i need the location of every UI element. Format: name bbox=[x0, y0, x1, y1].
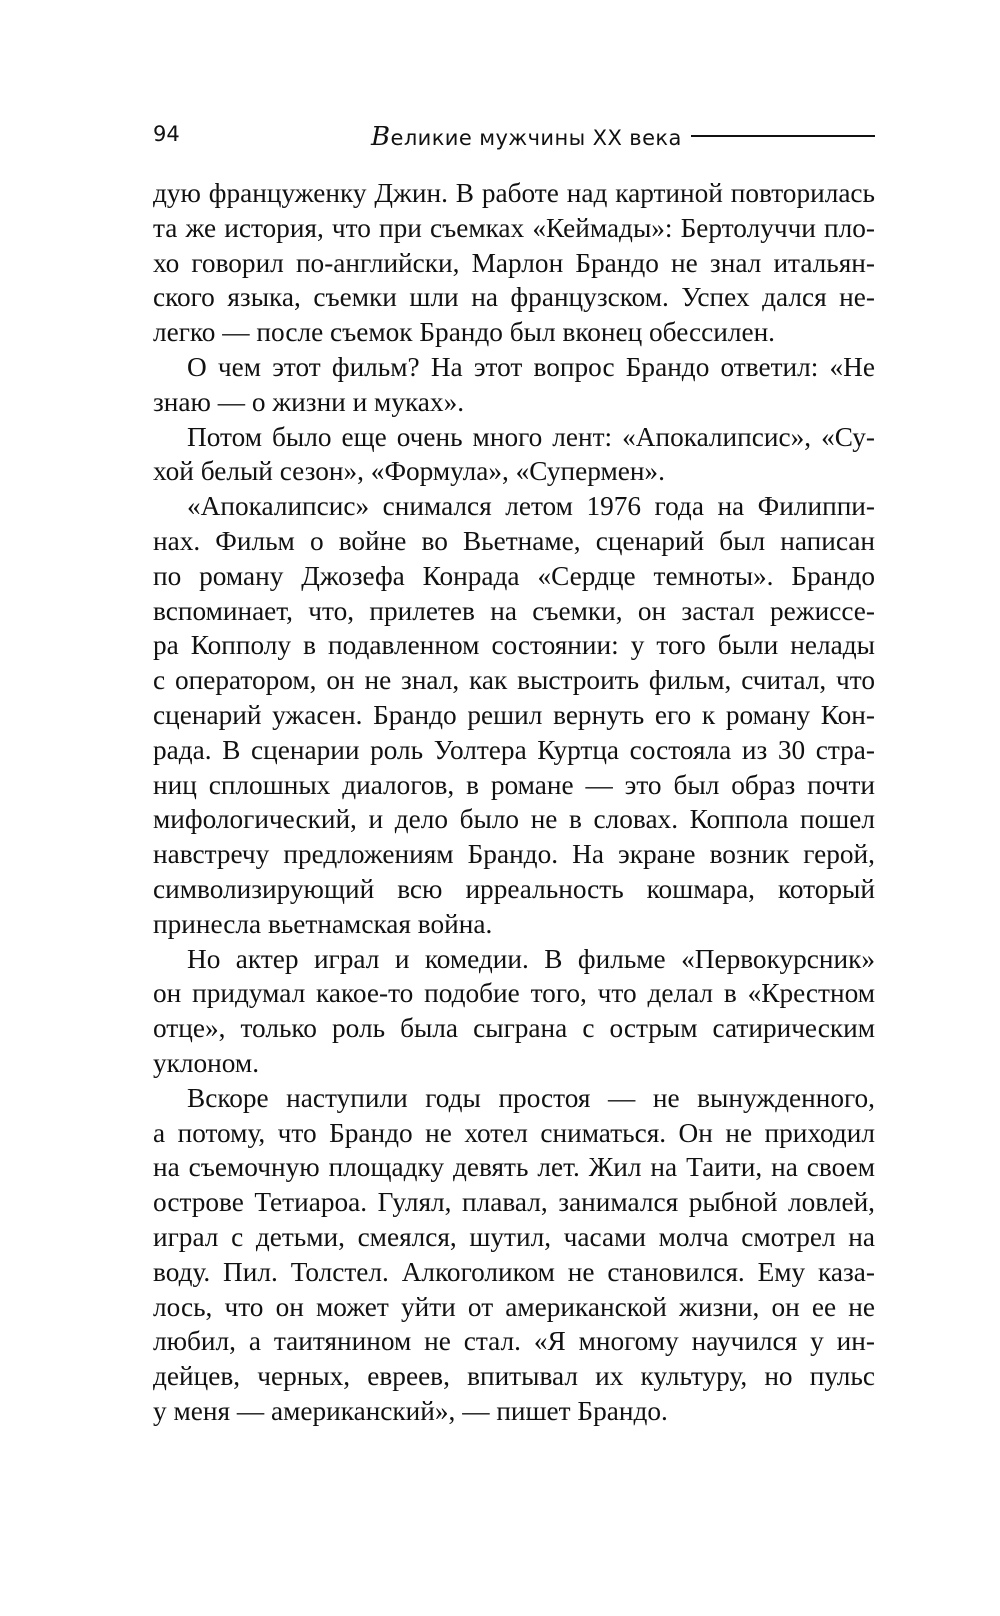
text-line: ского языка, съемки шли на французском. Успех дался не- bbox=[153, 282, 875, 313]
page-number: 94 bbox=[153, 122, 180, 146]
text-line: знаю — о жизни и муках». bbox=[153, 386, 465, 417]
paragraph bbox=[153, 1081, 875, 1429]
text-line: острове Тетиароа. Гулял, плавал, занимался рыбной ловлей, bbox=[153, 1187, 875, 1218]
text-line: нах. Фильм о войне во Вьетнаме, сценарий был написан bbox=[153, 525, 875, 556]
text-line: вспоминает, что, прилетев на съемки, он застал режиссе- bbox=[153, 595, 875, 626]
text-line: отце», только роль была сыграна с острым сатирическим bbox=[153, 1013, 875, 1044]
running-title-text: еликие мужчины XX века bbox=[390, 126, 682, 150]
paragraph bbox=[153, 350, 875, 420]
running-title bbox=[371, 122, 682, 152]
running-header bbox=[153, 118, 875, 154]
running-title-initial: В bbox=[371, 122, 391, 152]
text-line: он придумал какое-то подобие того, что делал в «Крестном bbox=[153, 978, 875, 1009]
text-line: хой белый сезон», «Формула», «Супермен». bbox=[153, 456, 665, 487]
text-line: хо говорил по-английски, Марлон Брандо не знал итальян- bbox=[153, 247, 875, 278]
paragraph bbox=[153, 489, 875, 941]
text-line: дейцев, черных, евреев, впитывал их культуру, но пульс bbox=[153, 1361, 875, 1392]
text-line: Вскоре наступили годы простоя — не вынужденного, bbox=[187, 1082, 875, 1113]
text-line: мифологический, и дело было не в словах. Коппола пошел bbox=[153, 804, 875, 835]
text-line: принесла вьетнамская война. bbox=[153, 908, 493, 939]
text-line: ниц сплошных диалогов, в романе — это был образ почти bbox=[153, 769, 875, 800]
text-line: ра Копполу в подавленном состоянии: у того были нелады bbox=[153, 630, 875, 661]
paragraph bbox=[153, 176, 875, 350]
text-line: с оператором, он не знал, как выстроить фильм, считал, что bbox=[153, 665, 875, 696]
text-line: у меня — американский», — пишет Брандо. bbox=[153, 1395, 668, 1426]
header-rule bbox=[691, 135, 875, 137]
text-line: сценарий ужасен. Брандо решил вернуть его к роману Кон- bbox=[153, 699, 875, 730]
text-line: О чем этот фильм? На этот вопрос Брандо ответил: «Не bbox=[187, 351, 875, 382]
text-line: лось, что он может уйти от американской жизни, он ее не bbox=[153, 1291, 875, 1322]
paragraph bbox=[153, 942, 875, 1081]
paragraph bbox=[153, 420, 875, 490]
text-line: Но актер играл и комедии. В фильме «Первокурсник» bbox=[187, 943, 875, 974]
text-line: а потому, что Брандо не хотел сниматься. Он не приходил bbox=[153, 1117, 875, 1148]
text-line: по роману Джозефа Конрада «Сердце темноты». Брандо bbox=[153, 560, 875, 591]
text-line: Потом было еще очень много лент: «Апокалипсис», «Су- bbox=[187, 421, 875, 452]
text-line: «Апокалипсис» снимался летом 1976 года на Филиппи- bbox=[187, 491, 875, 522]
body-text bbox=[153, 176, 875, 1429]
text-line: дую француженку Джин. В работе над картиной повторилась bbox=[153, 178, 875, 208]
text-line: любил, а таитянином не стал. «Я многому научился у ин- bbox=[153, 1326, 875, 1357]
text-line: рада. В сценарии роль Уолтера Куртца состояла из 30 стра- bbox=[153, 734, 875, 765]
text-line: легко — после съемок Брандо был вконец обессилен. bbox=[153, 317, 776, 348]
text-line: символизирующий всю ирреальность кошмара, который bbox=[153, 873, 875, 904]
text-line: навстречу предложениям Брандо. На экране возник герой, bbox=[153, 839, 875, 870]
text-line: воду. Пил. Толстел. Алкоголиком не становился. Ему каза- bbox=[153, 1256, 875, 1287]
text-line: уклоном. bbox=[153, 1047, 260, 1078]
text-line: та же история, что при съемках «Кеймады»: Бертолуччи пло- bbox=[153, 212, 875, 243]
text-line: на съемочную площадку девять лет. Жил на Таити, на своем bbox=[153, 1152, 875, 1183]
text-line: играл с детьми, смеялся, шутил, часами молча смотрел на bbox=[153, 1221, 875, 1252]
